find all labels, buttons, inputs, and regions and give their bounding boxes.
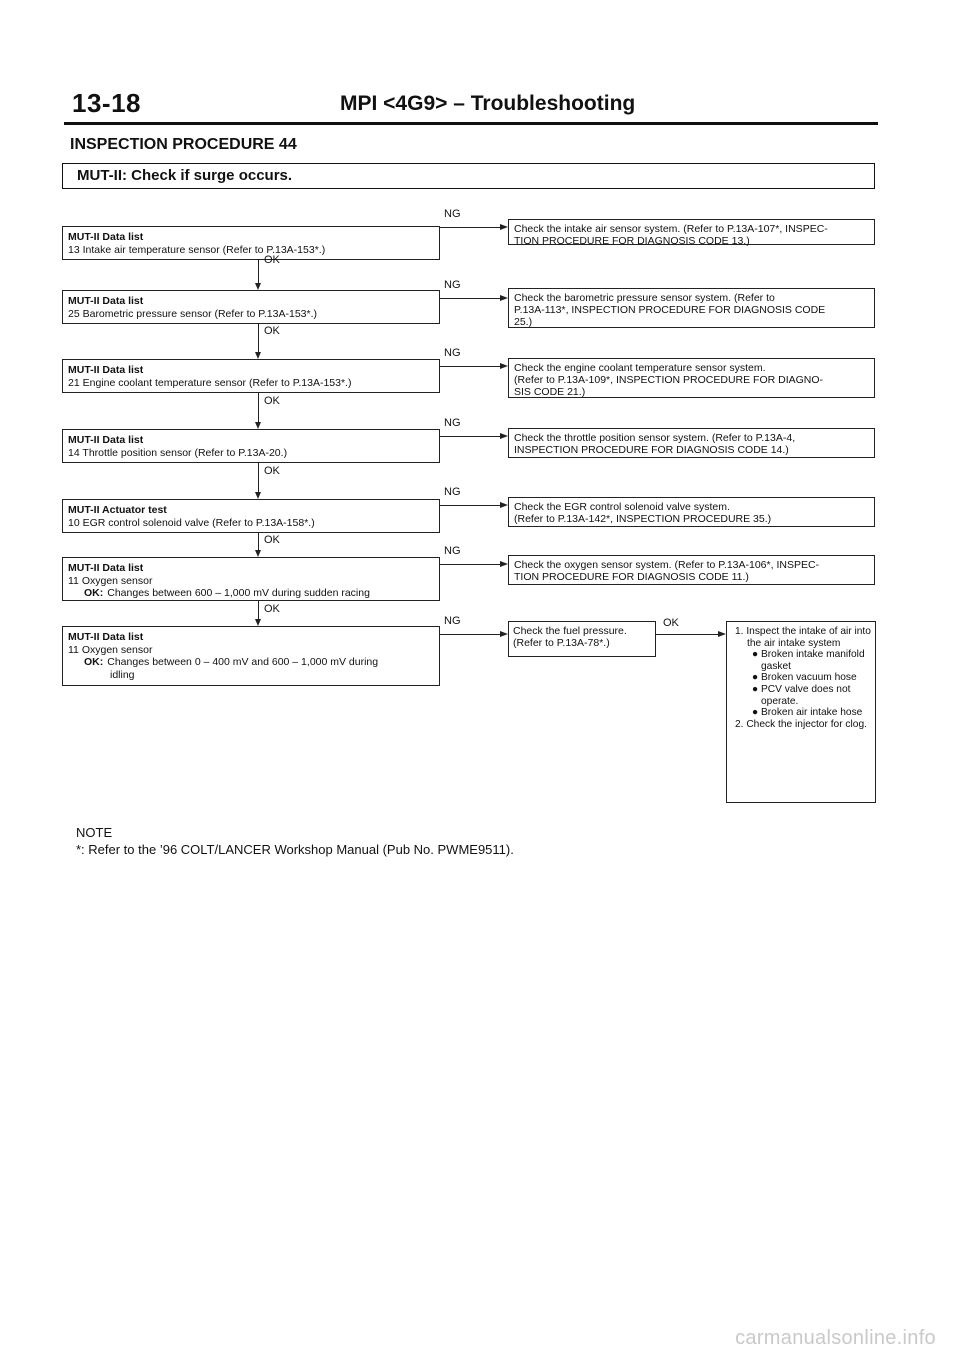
ok-label: OK — [264, 325, 280, 337]
ok-connector — [258, 463, 259, 492]
step-title: MUT-II Data list — [68, 295, 144, 307]
ng-label: NG — [444, 279, 461, 291]
step-box-7 — [62, 626, 440, 686]
result-text: Check the barometric pressure sensor system. (Refer to — [514, 292, 775, 304]
result-box-6 — [508, 555, 875, 585]
step-text: 10 EGR control solenoid valve (Refer to P.13A-158*.) — [68, 516, 315, 529]
inspection-item-1: 1. Inspect the intake of air into the air intake system — [735, 626, 871, 649]
fuel-check-ref: (Refer to P.13A-78*.) — [513, 637, 610, 649]
note-text: *: Refer to the ’96 COLT/LANCER Workshop Manual (Pub No. PWME9511). — [76, 842, 514, 857]
ok-text: Changes between 600 – 1,000 mV during sudden racing — [107, 587, 370, 599]
result-box-3 — [508, 358, 875, 398]
inspection-item-2: 2. Check the injector for clog. — [735, 718, 867, 730]
ok-connector — [258, 601, 259, 619]
ng-connector — [440, 227, 502, 228]
inspection-bullet: ● PCV valve does not operate. — [752, 683, 851, 707]
ok-connector — [258, 260, 259, 283]
arrow-down-icon — [255, 619, 261, 626]
result-box-2 — [508, 288, 875, 328]
step-box-1 — [62, 226, 440, 260]
ok-label: OK — [264, 465, 280, 477]
ng-label: NG — [444, 417, 461, 429]
step-box-3 — [62, 359, 440, 393]
step-text: 11 Oxygen sensor — [68, 574, 153, 587]
arrow-down-icon — [255, 283, 261, 290]
step-text: 14 Throttle position sensor (Refer to P.13A-20.) — [68, 446, 288, 459]
result-text: (Refer to P.13A-142*, INSPECTION PROCEDURE 35.) — [514, 513, 772, 525]
step-box-5 — [62, 499, 440, 533]
step-title: MUT-II Data list — [68, 562, 144, 574]
step-text: 25 Barometric pressure sensor (Refer to P.13A-153*.) — [68, 307, 318, 320]
ng-connector — [440, 436, 502, 437]
watermark: carmanualsonline.info — [735, 1327, 936, 1349]
ok-connector — [258, 324, 259, 352]
step-ok-criteria — [68, 587, 435, 600]
step-text: 21 Engine coolant temperature sensor (Refer to P.13A-153*.) — [68, 376, 352, 389]
page-number: 13-18 — [72, 88, 141, 118]
step-box-6 — [62, 557, 440, 601]
ok-connector — [258, 393, 259, 422]
result-text: Check the intake air sensor system. (Refer to P.13A-107*, INSPEC- — [514, 223, 828, 235]
fuel-pressure-box — [508, 621, 656, 657]
result-text: TION PROCEDURE FOR DIAGNOSIS CODE 11.) — [514, 571, 749, 583]
step-title: MUT-II Data list — [68, 364, 144, 376]
arrow-right-icon — [500, 631, 508, 637]
arrow-down-icon — [255, 550, 261, 557]
arrow-right-icon — [500, 363, 508, 369]
ok-label: OK — [264, 603, 280, 615]
note — [76, 824, 514, 858]
inspection-bullet: ● Broken vacuum hose — [752, 672, 857, 684]
result-text: TION PROCEDURE FOR DIAGNOSIS CODE 13.) — [514, 235, 750, 247]
arrow-right-icon — [500, 295, 508, 301]
header-rule — [64, 122, 878, 125]
ng-label: NG — [444, 615, 461, 627]
arrow-right-icon — [500, 502, 508, 508]
arrow-down-icon — [255, 492, 261, 499]
arrow-right-icon — [718, 631, 726, 637]
step-box-2 — [62, 290, 440, 324]
result-text: Check the throttle position sensor system. (Refer to P.13A-4, — [514, 432, 796, 444]
ng-label: NG — [444, 347, 461, 359]
result-text: (Refer to P.13A-109*, INSPECTION PROCEDURE FOR DIAGNO- — [514, 374, 824, 386]
step-title: MUT-II Data list — [68, 631, 144, 643]
ok-text-continued: idling — [110, 668, 135, 681]
ok-connector — [258, 533, 259, 550]
ng-connector — [440, 564, 502, 565]
intro-text: MUT-II: Check if surge occurs. — [77, 167, 293, 184]
arrow-right-icon — [500, 433, 508, 439]
result-text: P.13A-113*, INSPECTION PROCEDURE FOR DIAGNOSIS CODE — [514, 304, 826, 316]
step-title: MUT-II Data list — [68, 231, 144, 243]
intro-box — [62, 163, 875, 189]
procedure-title: INSPECTION PROCEDURE 44 — [70, 136, 297, 153]
inspection-bullet: ● Broken intake manifold gasket — [752, 649, 865, 672]
step-title: MUT-II Data list — [68, 434, 144, 446]
result-text: Check the engine coolant temperature sensor system. — [514, 362, 766, 374]
inspection-bullet: ● Broken air intake hose — [752, 707, 863, 719]
ng-label: NG — [444, 208, 461, 220]
result-text: INSPECTION PROCEDURE FOR DIAGNOSIS CODE 14.) — [514, 444, 789, 456]
step-ok-criteria — [68, 656, 435, 669]
ok-label: OK: — [84, 656, 104, 668]
ng-connector — [440, 634, 502, 635]
ok-connector — [656, 634, 718, 635]
step-text: 13 Intake air temperature sensor (Refer to P.13A-153*.) — [68, 243, 326, 256]
ok-label: OK — [264, 254, 280, 266]
step-text: 11 Oxygen sensor — [68, 643, 153, 656]
step-title: MUT-II Actuator test — [68, 504, 167, 516]
ok-label: OK — [264, 395, 280, 407]
ok-label: OK: — [84, 587, 104, 599]
ng-connector — [440, 366, 502, 367]
result-box-5 — [508, 497, 875, 527]
note-heading: NOTE — [76, 825, 113, 840]
ng-connector — [440, 505, 502, 506]
fuel-check-text: Check the fuel pressure. — [513, 625, 627, 637]
result-text: 25.) — [514, 316, 533, 328]
result-box-4 — [508, 428, 875, 458]
page-header-title: MPI <4G9> – Troubleshooting — [340, 92, 636, 115]
ng-label: NG — [444, 486, 461, 498]
arrow-down-icon — [255, 422, 261, 429]
arrow-down-icon — [255, 352, 261, 359]
result-box-1 — [508, 219, 875, 245]
arrow-right-icon — [500, 224, 508, 230]
ok-text: Changes between 0 – 400 mV and 600 – 1,000 mV during — [107, 656, 379, 668]
inspection-box — [726, 621, 876, 803]
ng-connector — [440, 298, 502, 299]
result-text: Check the EGR control solenoid valve system. — [514, 501, 730, 513]
step-box-4 — [62, 429, 440, 463]
result-text: SIS CODE 21.) — [514, 386, 586, 398]
result-text: Check the oxygen sensor system. (Refer to P.13A-106*, INSPEC- — [514, 559, 820, 571]
arrow-right-icon — [500, 561, 508, 567]
ng-label: NG — [444, 545, 461, 557]
ok-label: OK — [264, 534, 280, 546]
ok-label: OK — [663, 617, 679, 629]
